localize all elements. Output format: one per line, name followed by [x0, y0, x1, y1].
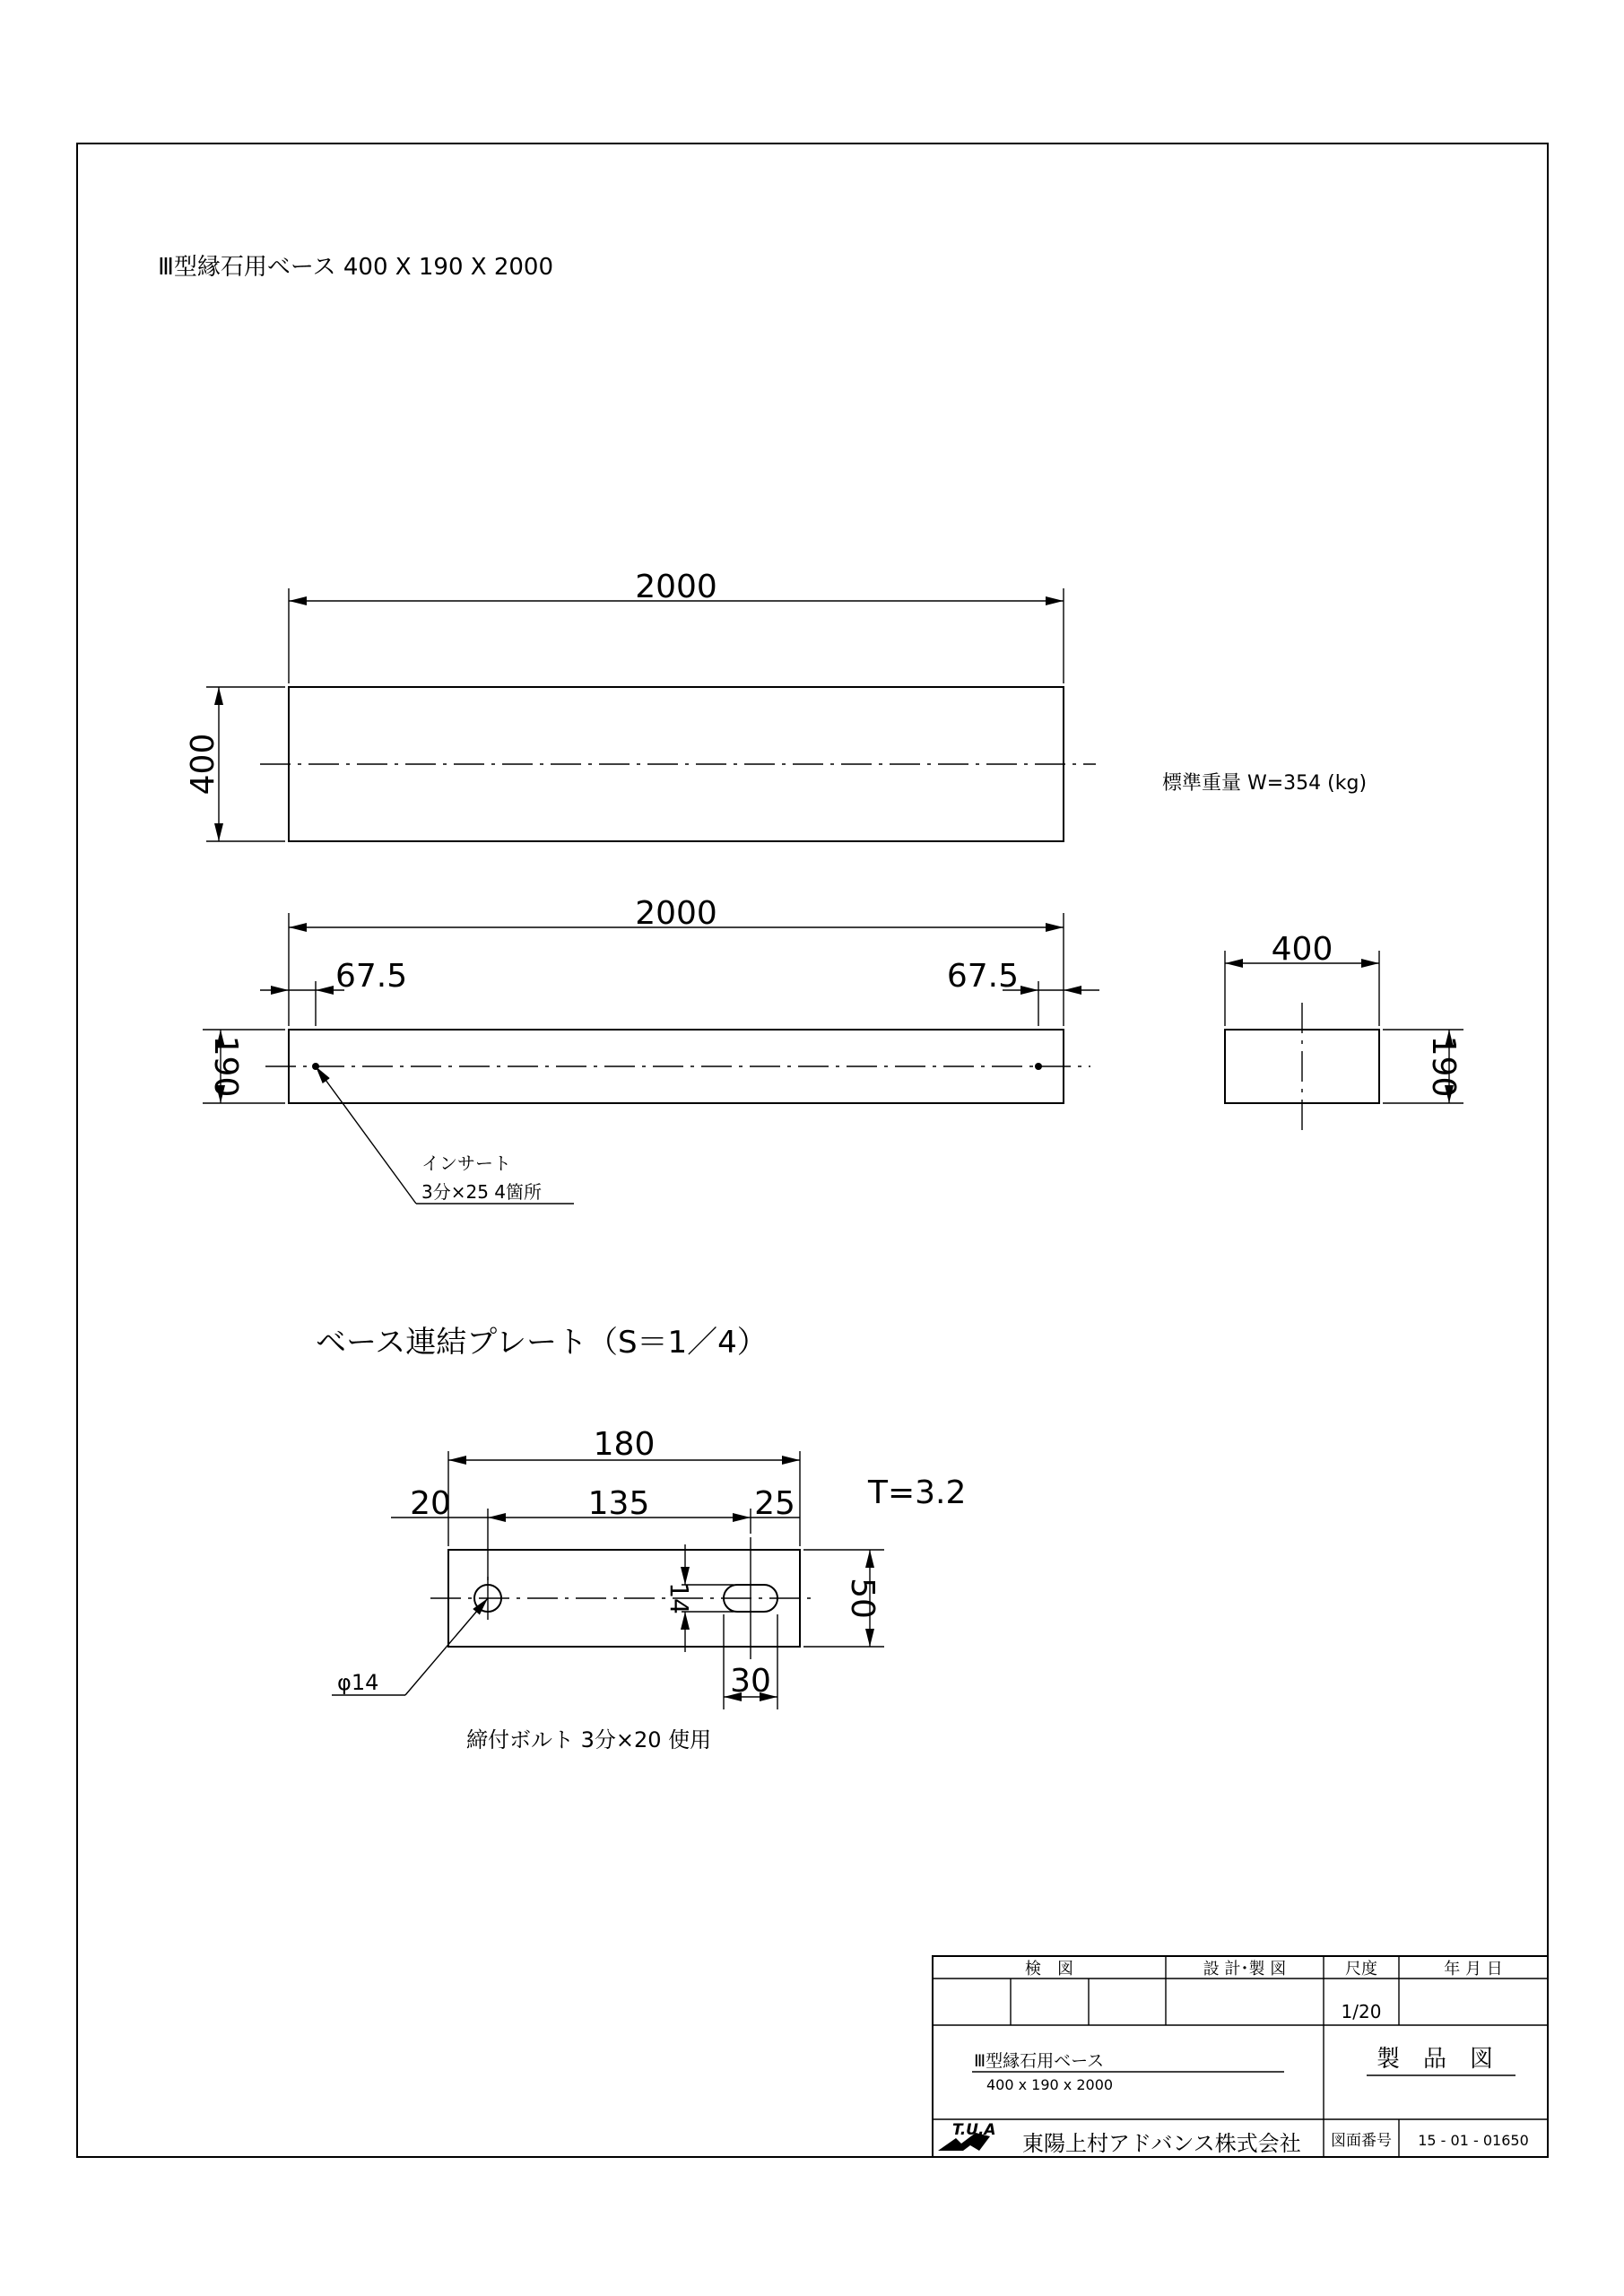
plate-heading: ベース連結プレート（S＝1／4） [316, 1325, 768, 1361]
tb-logo-text: T.U.A [952, 2121, 996, 2139]
dim-right-offset: 25 [754, 1485, 795, 1522]
dim-height-side: 190 [1425, 1035, 1462, 1098]
dim-slot-length: 30 [730, 1663, 771, 1700]
dim-width-top: 400 [185, 733, 221, 796]
tb-product-name: Ⅲ型縁石用ベース [974, 2051, 1105, 2071]
base-top-view [185, 569, 1096, 841]
dim-length-front: 2000 [635, 895, 717, 932]
insert-label-2: 3分×25 4箇所 [421, 1181, 543, 1203]
dim-slot-width: 14 [664, 1582, 694, 1614]
insert-right [1035, 1063, 1042, 1070]
dim-hole-pitch: 135 [587, 1485, 650, 1522]
dim-left-offset: 20 [410, 1485, 451, 1522]
dim-plate-length: 180 [593, 1426, 656, 1463]
plate-thickness: T=3.2 [868, 1474, 967, 1511]
tb-company: 東陽上村アドバンス株式会社 [1022, 2131, 1301, 2156]
weight-note: 標準重量 W=354 (kg) [1162, 772, 1368, 795]
tb-scale-label: 尺度 [1345, 1960, 1377, 1979]
dim-offset-right: 67.5 [946, 958, 1019, 995]
dim-length-top: 2000 [635, 569, 717, 605]
tb-scale-value: 1/20 [1341, 2001, 1382, 2022]
dim-height-front: 190 [207, 1035, 244, 1098]
tb-check-label: 検 図 [1025, 1960, 1073, 1979]
base-front-view [203, 895, 1099, 1204]
tb-drawing-type: 製 品 図 [1376, 2046, 1494, 2073]
bolt-note: 締付ボルト 3分×20 使用 [466, 1727, 712, 1752]
title-block [933, 1956, 1548, 2157]
dim-plate-width: 50 [844, 1578, 881, 1619]
dim-offset-left: 67.5 [335, 958, 408, 995]
tb-drawing-no-label: 図面番号 [1331, 2132, 1392, 2150]
tb-design-label: 設 計･製 図 [1203, 1960, 1287, 1979]
drawing-title: Ⅲ型縁石用ベース 400 X 190 X 2000 [158, 254, 553, 281]
tb-product-size: 400 x 190 x 2000 [986, 2076, 1114, 2093]
connection-plate-view [332, 1426, 966, 1709]
hole-diameter: φ14 [337, 1670, 379, 1695]
tb-date-label: 年 月 日 [1444, 1960, 1503, 1979]
sheet-border [77, 144, 1548, 2157]
dim-width-side: 400 [1271, 931, 1333, 968]
base-side-view [1225, 931, 1463, 1135]
tb-drawing-no: 15 - 01 - 01650 [1418, 2132, 1529, 2149]
insert-leader [316, 1066, 416, 1204]
insert-label-1: インサート [421, 1152, 511, 1174]
